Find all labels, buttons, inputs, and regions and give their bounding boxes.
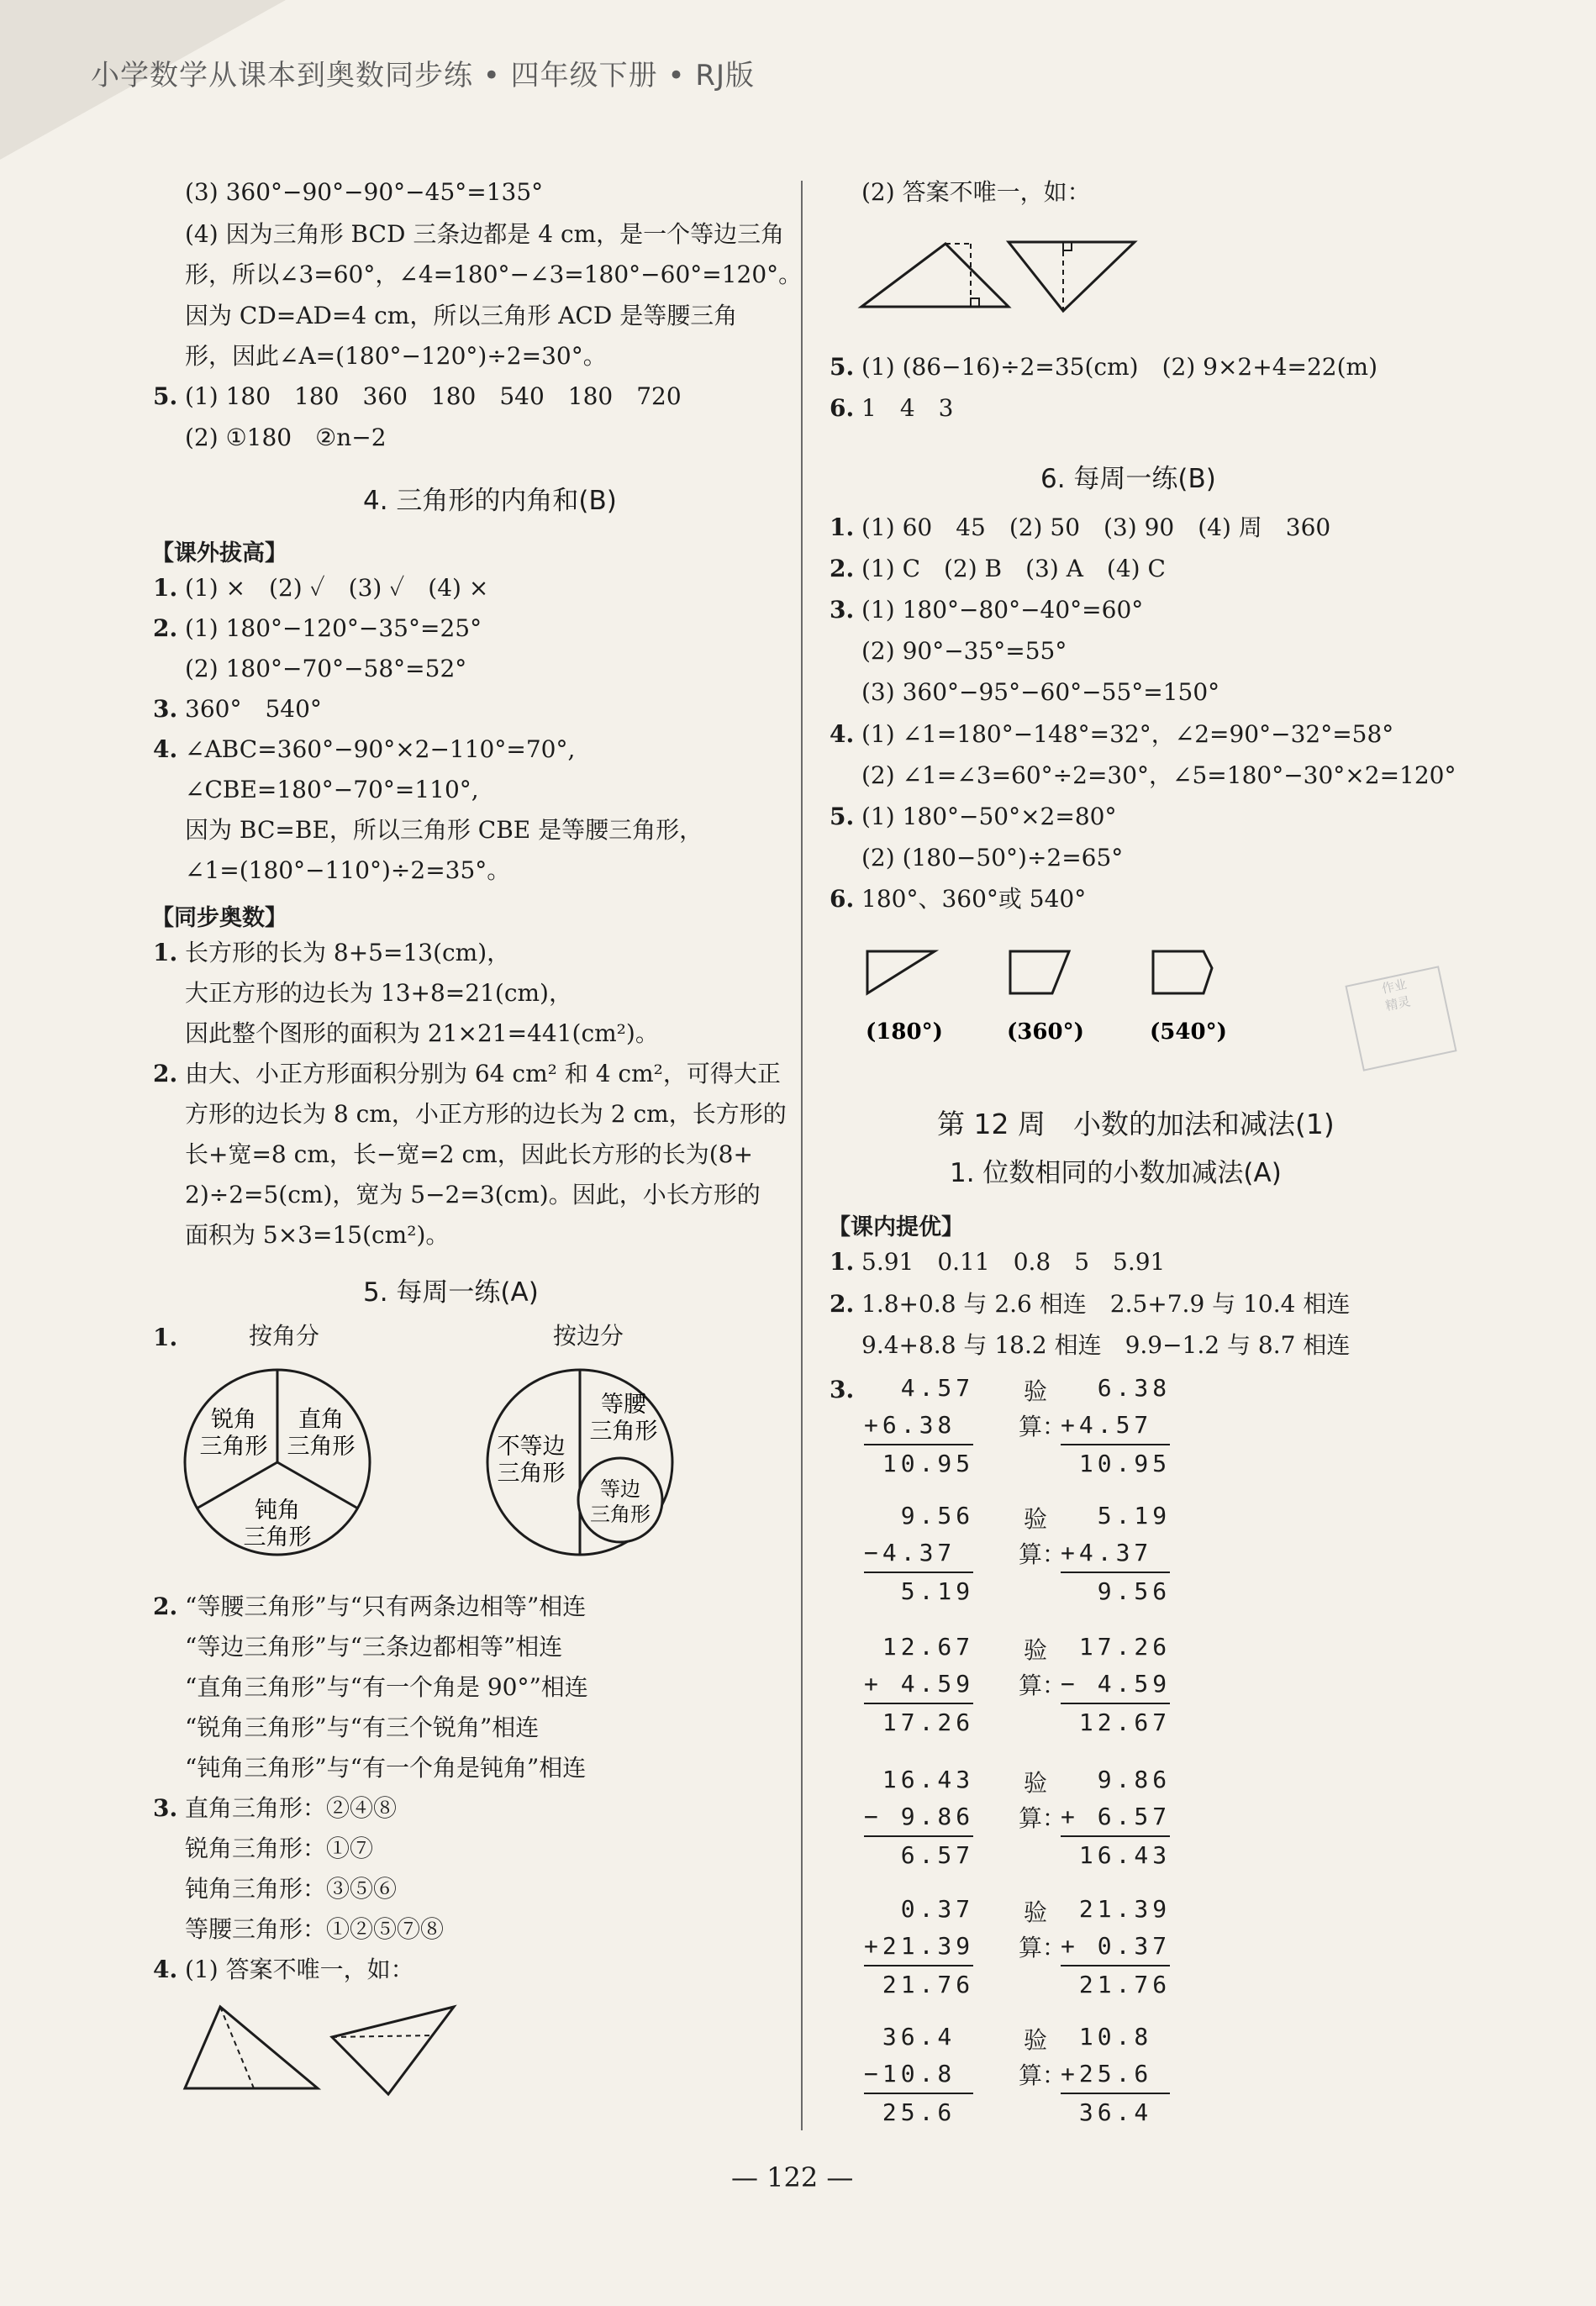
label-isosceles: 等腰 [601,1392,646,1418]
label-isosceles-2: 三角形 [589,1419,658,1445]
calc-operand: −10.8 [864,2060,956,2088]
calc-result: 10.95 [864,1450,975,1477]
calc-operand: 36.4 [864,2023,956,2051]
check-operand: +25.6 [1061,2060,1153,2088]
shape-label: (360°) [1007,1019,1084,1045]
q-number: 3. [153,1794,178,1822]
ans-line: 直角三角形：②④⑧ [185,1794,398,1822]
ans-line: 钝角三角形：③⑤⑥ [185,1875,398,1903]
check-label: 验 [1024,1898,1048,1926]
subsection-label: 【同步奥数】 [151,905,287,931]
section-title: 4. 三角形的内角和(B) [363,486,617,516]
ans-line: “直角三角形”与“有一个角是 90°”相连 [185,1673,588,1701]
check-line [1061,1965,1170,1966]
ans-line: (1) ∠1=180°−148°=32°，∠2=90°−32°=58° [861,720,1394,748]
q-number: 2. [830,555,855,582]
q-number: 1. [830,1248,855,1276]
check-label: 算： [1019,2061,1067,2089]
page-number: — 122 — [731,2161,854,2193]
ans-line: 2)÷2=5(cm)，宽为 5−2=3(cm)。因此，小长方形的 [185,1181,761,1208]
label-acute: 锐角 [211,1407,256,1433]
ans-line: 360° 540° [185,695,322,723]
check-operand: 21.39 [1061,1895,1172,1923]
subsection-label: 【课内提优】 [828,1214,964,1240]
ans-line: “锐角三角形”与“有三个锐角”相连 [185,1714,540,1741]
ans-line: 1.8+0.8 与 2.6 相连 2.5+7.9 与 10.4 相连 [861,1290,1351,1318]
q-number: 3. [830,1376,855,1403]
check-result: 21.76 [1061,1971,1172,1998]
ans-line: (1) 180°−50°×2=80° [861,803,1117,830]
calc-line [864,1444,973,1445]
q-number: 4. [153,735,178,763]
check-result: 12.67 [1061,1708,1172,1736]
check-operand: 17.26 [1061,1633,1172,1661]
check-line [1061,2093,1170,2094]
ans-line: (2) (180−50°)÷2=65° [861,844,1124,871]
column-divider [801,181,803,2130]
check-label: 验 [1024,1636,1048,1664]
calc-operand: − 9.86 [864,1803,975,1830]
calc-line [864,1835,973,1837]
label-scalene-2: 三角形 [497,1461,566,1487]
calc-operand: 12.67 [864,1633,975,1661]
calc-operand: +21.39 [864,1932,975,1960]
check-label: 算： [1019,1804,1067,1832]
ans-line: 锐角三角形：①⑦ [185,1835,374,1862]
q-number: 5. [830,803,855,830]
calc-line [864,1965,973,1966]
check-label: 验 [1024,2026,1048,2054]
check-result: 16.43 [1061,1841,1172,1869]
check-label: 算： [1019,1540,1067,1568]
calc-operand: 16.43 [864,1766,975,1793]
ans-line: (1) 180°−120°−35°=25° [185,614,482,642]
q-number: 6. [830,394,855,422]
q-number: 5. [153,382,178,410]
q-number: 1. [153,1324,178,1351]
ans-line: ∠1=(180°−110°)÷2=35°。 [185,856,511,884]
ans-line: (2) ①180 ②n−2 [185,424,387,451]
ans-line: 因此整个图形的面积为 21×21=441(cm²)。 [185,1019,659,1047]
calc-operand: 0.37 [864,1895,975,1923]
check-operand: + 6.57 [1061,1803,1172,1830]
shape-label: (540°) [1150,1019,1227,1045]
calc-line [864,1703,973,1704]
calc-operand: 9.56 [864,1502,975,1529]
ans-line: 面积为 5×3=15(cm²)。 [185,1221,450,1249]
check-operand: 10.8 [1061,2023,1153,2051]
label-acute-2: 三角形 [199,1434,268,1460]
q-number: 3. [153,695,178,723]
q-number: 2. [153,1593,178,1620]
q-number: 2. [153,614,178,642]
ans-line: 因为 CD=AD=4 cm，所以三角形 ACD 是等腰三角 [185,302,738,329]
ans-line: 大正方形的边长为 13+8=21(cm)， [185,979,572,1007]
q-number: 2. [153,1060,178,1087]
check-operand: +4.37 [1061,1539,1153,1566]
q-number: 1. [153,939,178,966]
ans-line: 180°、360°或 540° [861,885,1087,913]
ans-line: 长方形的长为 8+5=13(cm)， [185,939,511,966]
ans-line: 形，所以∠3=60°，∠4=180°−∠3=180°−60°=120°。 [185,261,803,288]
ans-line: (3) 360°−90°−90°−45°=135° [185,178,544,206]
chart-caption: 按边分 [553,1322,624,1350]
week-title: 第 12 周 小数的加法和减法(1) [937,1108,1335,1140]
angle-classification-diagram [176,1361,378,1563]
check-line [1061,1572,1170,1573]
check-operand: +4.57 [1061,1411,1153,1439]
label-equilateral: 等边 [600,1477,640,1501]
q-number: 1. [153,574,178,602]
section-title: 5. 每周一练(A) [363,1277,539,1308]
ans-line: 9.4+8.8 与 18.2 相连 9.9−1.2 与 8.7 相连 [861,1331,1351,1359]
check-operand: 6.38 [1061,1374,1172,1402]
q-number: 2. [830,1290,855,1318]
calc-line [864,2093,973,2094]
ans-line: 因为 BC=BE，所以三角形 CBE 是等腰三角形， [185,816,703,844]
ans-line: (1) C (2) B (3) A (4) C [861,555,1166,582]
check-result: 9.56 [1061,1577,1172,1605]
chart-caption: 按角分 [249,1322,320,1350]
ans-line: 1 4 3 [861,394,954,422]
ans-line: 由大、小正方形面积分别为 64 cm² 和 4 cm²，可得大正 [185,1060,781,1087]
label-right-2: 三角形 [287,1434,356,1460]
ans-line: (2) ∠1=∠3=60°÷2=30°，∠5=180°−30°×2=120° [861,761,1456,789]
ans-line: (1) 180°−80°−40°=60° [861,596,1144,624]
ans-line: ∠CBE=180°−70°=110°, [185,776,479,803]
label-equilateral-2: 三角形 [590,1503,651,1526]
q-number: 3. [830,596,855,624]
calc-result: 5.19 [864,1577,975,1605]
check-label: 算： [1019,1672,1067,1699]
triangles-figure [176,2000,479,2101]
check-label: 验 [1024,1769,1048,1797]
running-header: 小学数学从课本到奥数同步练 • 四年级下册 • RJ版 [91,59,755,92]
ans-line: (4) 因为三角形 BCD 三条边都是 4 cm，是一个等边三角 [185,220,785,248]
ans-line: (1) 180 180 360 180 540 180 720 [185,382,682,410]
q-number: 4. [830,720,855,748]
ans-line: 长+宽=8 cm，长−宽=2 cm，因此长方形的长为(8+ [185,1140,753,1168]
ans-line: “等边三角形”与“三条边都相等”相连 [185,1633,563,1661]
check-result: 10.95 [1061,1450,1172,1477]
calc-result: 21.76 [864,1971,975,1998]
check-line [1061,1703,1170,1704]
ans-line: (2) 90°−35°=55° [861,637,1067,665]
ans-line: (2) 180°−70°−58°=52° [185,655,467,682]
ans-line: (2) 答案不唯一，如： [861,178,1091,206]
ans-line: (3) 360°−95°−60°−55°=150° [861,678,1220,706]
label-obtuse-2: 三角形 [243,1524,312,1550]
ans-line: (1) (86−16)÷2=35(cm) (2) 9×2+4=22(m) [861,353,1377,381]
section-title: 6. 每周一练(B) [1040,464,1216,494]
ans-line: 方形的边长为 8 cm，小正方形的边长为 2 cm，长方形的 [185,1100,787,1128]
calc-result: 6.57 [864,1841,975,1869]
check-operand: 5.19 [1061,1502,1172,1529]
calc-operand: 4.57 [864,1374,975,1402]
q-number: 1. [830,513,855,541]
ans-line: (1) × (2) ✓ (3) ✓ (4) × [185,574,489,602]
shape-label: (180°) [866,1019,943,1045]
triangles-heights-figure [857,227,1143,319]
q-number: 4. [153,1956,178,1983]
ans-line: “钝角三角形”与“有一个角是钝角”相连 [185,1754,587,1782]
ans-line: 等腰三角形：①②⑤⑦⑧ [185,1915,445,1943]
label-scalene: 不等边 [497,1434,566,1460]
ans-line: “等腰三角形”与“只有两条边相等”相连 [185,1593,587,1620]
ans-line: ∠ABC=360°−90°×2−110°=70°, [185,735,576,763]
check-operand: − 4.59 [1061,1670,1172,1698]
q-number: 6. [830,885,855,913]
ans-line: (1) 答案不唯一，如： [185,1956,414,1983]
check-operand: 9.86 [1061,1766,1172,1793]
section-title: 1. 位数相同的小数加减法(A) [950,1158,1282,1188]
calc-result: 17.26 [864,1708,975,1736]
check-operand: + 0.37 [1061,1932,1172,1960]
check-label: 验 [1024,1505,1048,1533]
check-label: 算： [1019,1413,1067,1440]
check-line [1061,1444,1170,1445]
watermark-stamp: 作业 精灵 [1345,966,1456,1071]
calc-operand: + 4.59 [864,1670,975,1698]
label-obtuse: 钝角 [255,1498,300,1524]
calc-result: 25.6 [864,2098,956,2126]
calc-operand: +6.38 [864,1411,956,1439]
check-result: 36.4 [1061,2098,1153,2126]
q-number: 5. [830,353,855,381]
ans-line: 5.91 0.11 0.8 5 5.91 [861,1248,1166,1276]
calc-operand: −4.37 [864,1539,956,1566]
check-label: 算： [1019,1934,1067,1961]
polygon-shapes-figure [857,941,1261,1067]
ans-line: (1) 60 45 (2) 50 (3) 90 (4) 周 360 [861,513,1331,541]
subsection-label: 【课外拔高】 [151,540,287,566]
check-line [1061,1835,1170,1837]
check-label: 验 [1024,1377,1048,1405]
calc-line [864,1572,973,1573]
side-classification-diagram [479,1361,681,1563]
label-right: 直角 [298,1407,344,1433]
ans-line: 形，因此∠A=(180°−120°)÷2=30°。 [185,342,607,370]
